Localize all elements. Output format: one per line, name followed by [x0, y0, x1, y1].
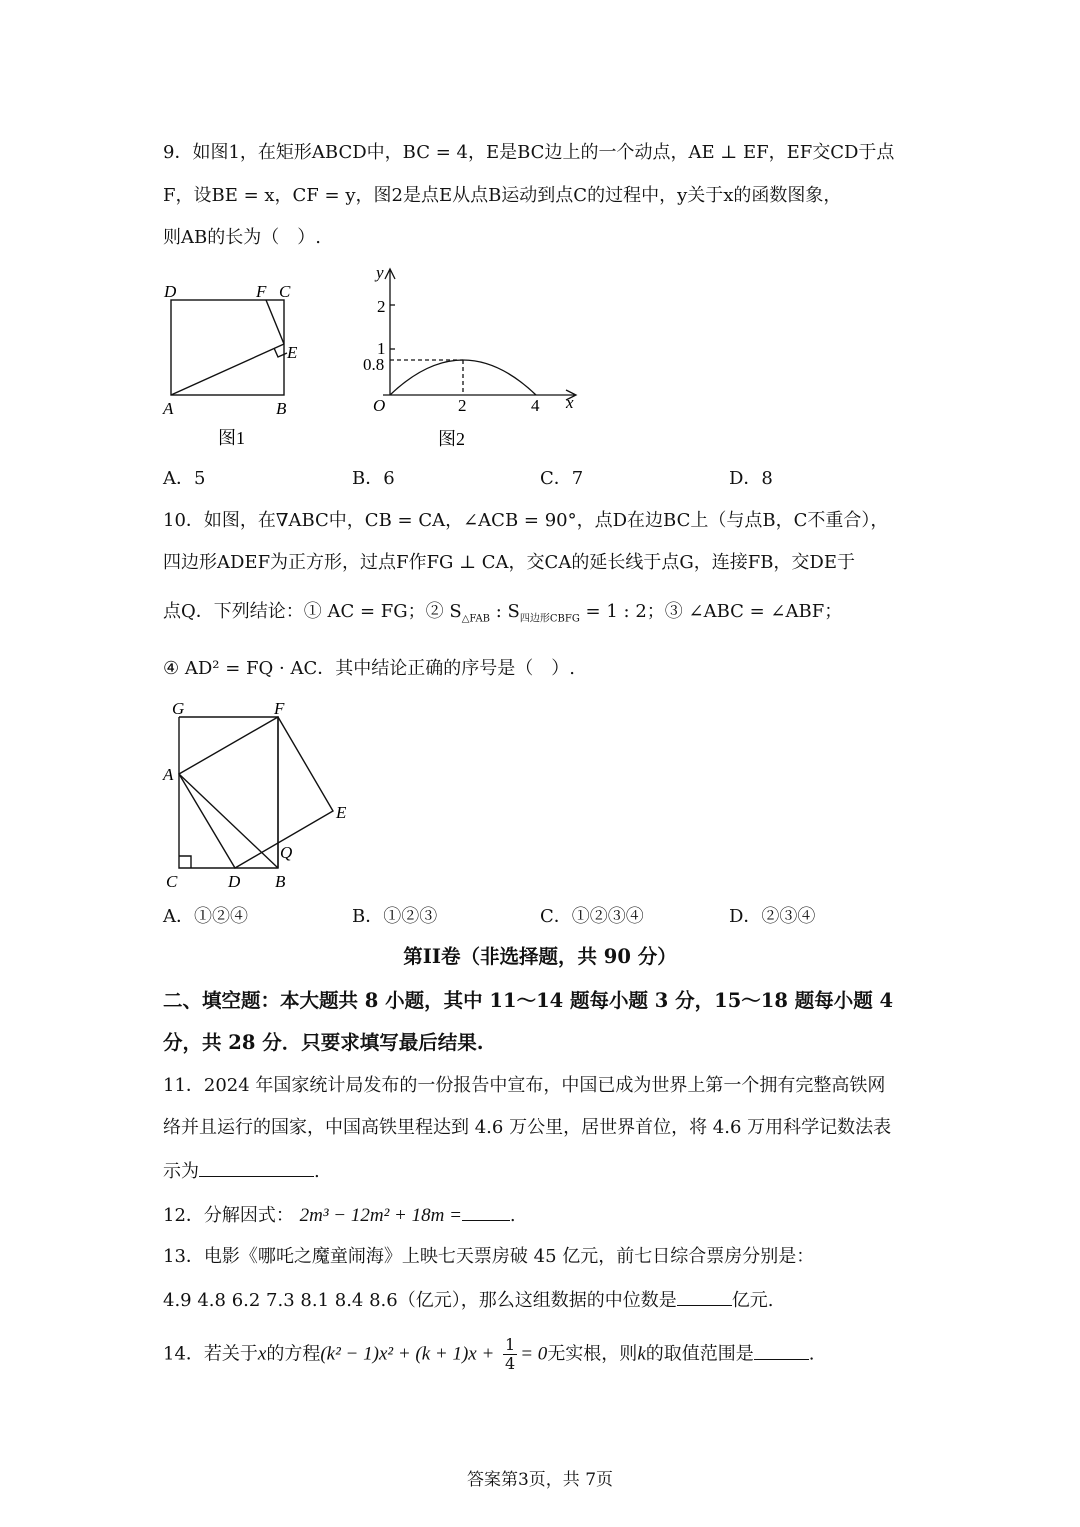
q10-sub-cbfg: 四边形CBFG	[519, 613, 580, 625]
q13-line1: 13．电影《哪吒之魔童闹海》上映七天票房破 45 亿元，前七日综合票房分别是：	[163, 1246, 815, 1267]
q11-answer-blank[interactable]	[199, 1158, 314, 1177]
q10-line3-b: : S	[490, 601, 520, 622]
q14-frac-num: 1	[505, 1335, 516, 1354]
q9-option-d[interactable]: D．8	[729, 468, 773, 489]
q10-line3	[163, 600, 842, 632]
rectangle-gfbc	[179, 717, 278, 868]
q14-var-x: x	[257, 1343, 267, 1365]
q13-line2	[163, 1287, 773, 1313]
label-f: F	[256, 282, 267, 301]
q14-answer-blank[interactable]	[754, 1341, 809, 1360]
q10-sub-fab: △FAB	[461, 613, 491, 625]
fig1-caption: 图1	[218, 428, 245, 448]
segment-ef	[266, 300, 284, 344]
label-b: B	[275, 872, 286, 891]
label-e: E	[336, 803, 347, 822]
q11-line1: 11．2024 年国家统计局发布的一份报告中宣布，中国已成为世界上第一个拥有完整高铁网	[163, 1075, 886, 1096]
q9-line3: 则AB的长为（ ）.	[163, 227, 321, 248]
q14-tail2: 的取值范围是	[645, 1343, 754, 1365]
segment-ab	[179, 774, 278, 868]
q9-option-a[interactable]: A．5	[163, 468, 206, 489]
q12-end: .	[509, 1205, 516, 1226]
q9-line2: F，设BE = x，CF = y，图2是点E从点B运动到点C的过程中，y关于x的函数图象，	[163, 185, 842, 206]
q10-option-a[interactable]: A．①②④	[163, 906, 248, 927]
axis-x-label: x	[566, 393, 574, 412]
q14-start: 14．若关于	[163, 1343, 258, 1365]
segment-ae	[171, 344, 284, 395]
q12-answer-blank[interactable]	[462, 1202, 510, 1221]
q14-mid: 的方程	[266, 1343, 321, 1365]
label-d: D	[228, 872, 241, 891]
fill-heading-line1: 二、填空题：本大题共 8 小题，其中 11～14 题每小题 3 分，15～18 题每小题 4	[163, 989, 894, 1012]
q14-line	[163, 1336, 814, 1373]
q9-figure1	[158, 278, 318, 453]
label-c: C	[166, 872, 178, 891]
q10-option-c[interactable]: C．①②③④	[540, 906, 644, 927]
q13-answer-blank[interactable]	[677, 1287, 732, 1306]
x-tick-4: 4	[531, 396, 540, 415]
q12-expression: 2m³ − 12m² + 18m =	[299, 1205, 462, 1226]
q14-frac-den: 4	[505, 1354, 516, 1373]
label-d: D	[164, 282, 177, 301]
q10-line3-c: = 1 : 2；③ ∠ABC = ∠ABF；	[579, 601, 843, 622]
section-2-title: 第II卷（非选择题，共 90 分）	[403, 945, 677, 968]
q9-option-c[interactable]: C．7	[540, 468, 584, 489]
right-angle-mark	[274, 348, 287, 357]
q9-line1: 9．如图1，在矩形ABCD中，BC = 4，E是BC边上的一个动点，AE ⊥ EF，EF交CD于点	[163, 142, 895, 163]
label-f: F	[274, 699, 285, 718]
q10-line1: 10．如图，在∇ABC中，CB = CA，∠ACB = 90°，点D在边BC上（与点B，C不重合），	[163, 510, 889, 531]
x-tick-2: 2	[458, 396, 467, 415]
tick-1: 1	[377, 339, 386, 358]
origin-label: O	[373, 396, 386, 415]
q13-unit: 亿元.	[731, 1290, 774, 1311]
q14-var-k: k	[637, 1343, 646, 1365]
q14-equation-b: = 0	[520, 1343, 548, 1365]
square-adef	[179, 717, 333, 868]
q10-option-b[interactable]: B．①②③	[352, 906, 438, 927]
q11-end: .	[314, 1161, 320, 1182]
tick-2: 2	[377, 297, 386, 316]
q11-line2: 络并且运行的国家，中国高铁里程达到 4.6 万公里，居世界首位，将 4.6 万用科学记数法表	[163, 1117, 892, 1138]
label-a: A	[163, 765, 174, 784]
q12-text: 12．分解因式：	[163, 1205, 294, 1226]
axis-y-label: y	[376, 263, 384, 282]
q11-line3	[163, 1158, 320, 1184]
q10-figure	[158, 692, 358, 892]
q14-fraction	[503, 1336, 517, 1373]
q10-option-d[interactable]: D．②③④	[729, 906, 816, 927]
fill-heading-line2: 分，共 28 分．只要求填写最后结果.	[163, 1031, 484, 1054]
q9-figure2	[355, 262, 595, 454]
fig2-caption: 图2	[438, 429, 465, 449]
q10-line4: ④ AD² = FQ · AC．其中结论正确的序号是（ ）.	[163, 658, 575, 679]
q14-tail: 无实根，则	[547, 1343, 638, 1365]
label-b: B	[276, 399, 287, 418]
q10-line3-a: 点Q．下列结论：① AC = FG；② S	[163, 601, 462, 622]
q14-end: .	[808, 1343, 815, 1365]
label-q: Q	[280, 843, 293, 862]
rectangle-abcd	[171, 300, 284, 395]
q9-option-b[interactable]: B．6	[352, 468, 395, 489]
label-e: E	[287, 343, 298, 362]
right-angle-mark-c	[179, 856, 191, 868]
q14-equation-a: (k² − 1)x² + (k + 1)x +	[320, 1343, 495, 1365]
page-footer: 答案第3页，共 7页	[466, 1470, 614, 1490]
label-c: C	[279, 282, 291, 301]
q10-line2: 四边形ADEF为正方形，过点F作FG ⊥ CA，交CA的延长线于点G，连接FB，交DE于	[163, 552, 855, 573]
label-a: A	[163, 399, 174, 418]
q11-line3-text: 示为	[163, 1161, 199, 1182]
q12-line	[163, 1202, 516, 1228]
tick-0-8: 0.8	[363, 355, 385, 374]
q13-line2-text: 4.9 4.8 6.2 7.3 8.1 8.4 8.6（亿元），那么这组数据的中位数是	[163, 1290, 677, 1311]
label-g: G	[172, 699, 185, 718]
